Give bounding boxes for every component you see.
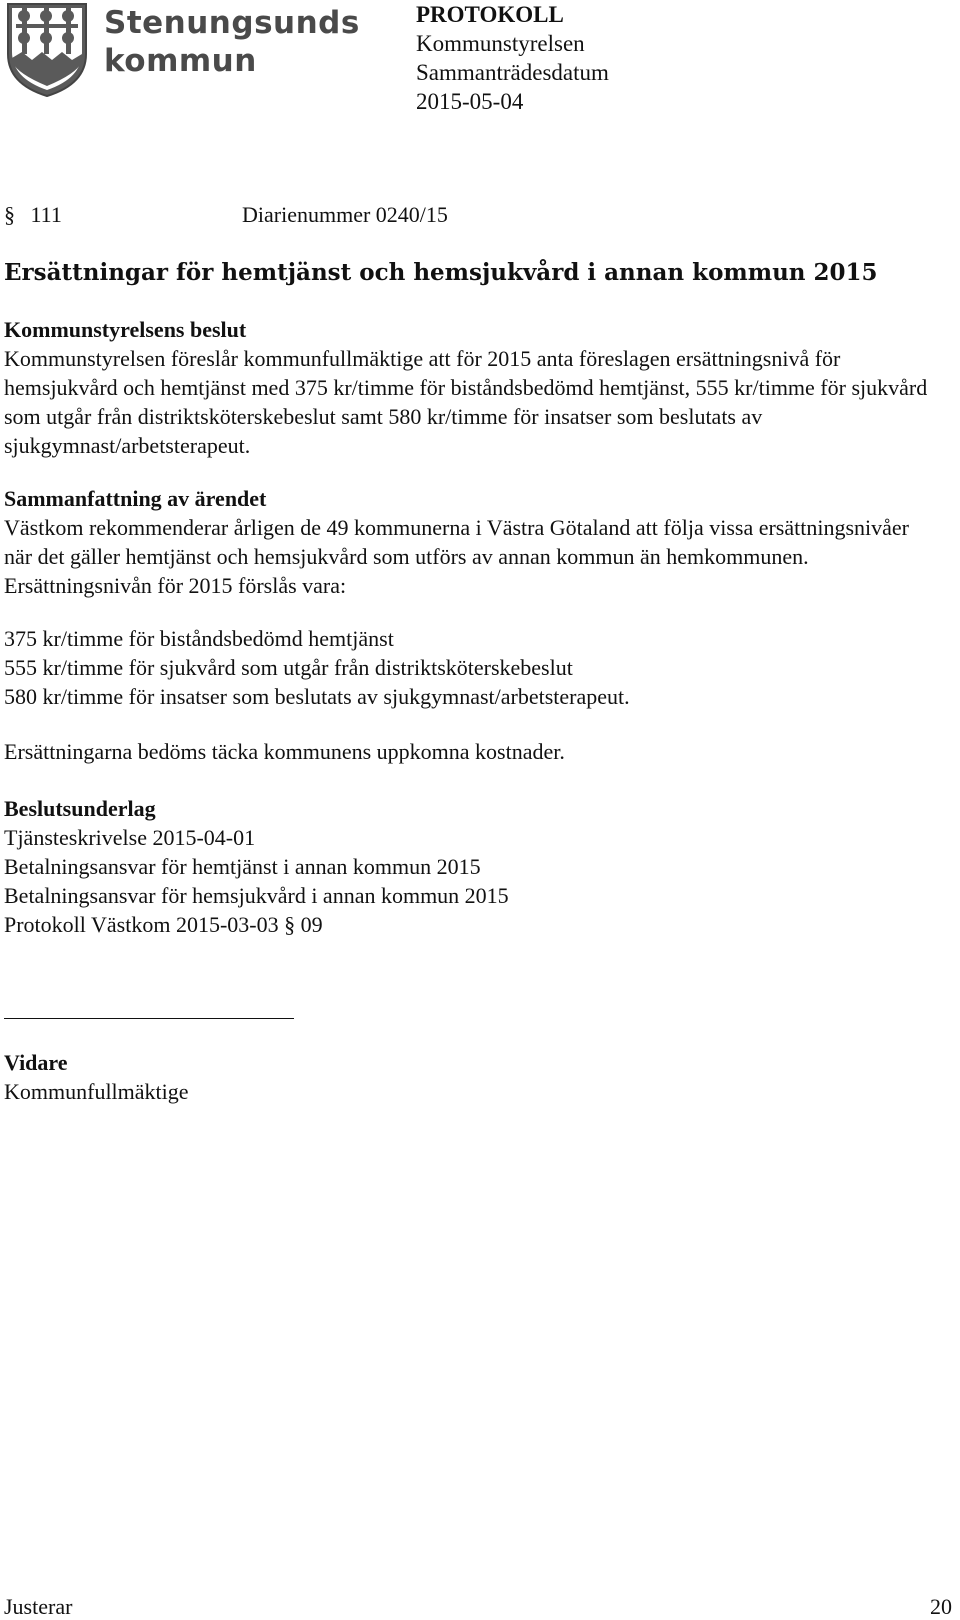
protocol-header xyxy=(416,0,609,116)
summary-section xyxy=(4,484,954,600)
diary-number: Diarienummer 0240/15 xyxy=(242,202,448,227)
basis-item: Protokoll Västkom 2015-03-03 § 09 xyxy=(4,912,323,937)
summary-text: Västkom rekommenderar årligen de 49 kommunerna i Västra Götaland att följa vissa ersättningsnivåer när det gäller hemtjänst och hemsjukvård som utförs av annan kommun än hemkommunen. Ersättningsnivån för 2015 förslås vara: xyxy=(4,515,909,598)
summary-heading: Sammanfattning av ärendet xyxy=(4,486,267,511)
decision-text: Kommunstyrelsen föreslår kommunfullmäktige att för 2015 anta föreslagen ersättningsnivå för hemsjukvård och hemtjänst med 375 kr/timme för biståndsbedömd hemtjänst, 555 kr/timme för sjukvård som utgår från distriktsköterskebeslut samt 580 kr/timme för insatser som beslutats av sjukgymnast/arbetsterapeut. xyxy=(4,346,928,458)
rate-item: 580 kr/timme för insatser som beslutats av sjukgymnast/arbetsterapeut. xyxy=(4,684,630,709)
basis-item: Betalningsansvar för hemsjukvård i annan kommun 2015 xyxy=(4,883,509,908)
forward-section xyxy=(4,1048,954,1106)
municipality-name-line1: Stenungsunds xyxy=(104,5,360,41)
decision-section xyxy=(4,315,954,460)
summary-conclusion: Ersättningarna bedöms täcka kommunens uppkomna kostnader. xyxy=(4,739,565,764)
basis-heading: Beslutsunderlag xyxy=(4,796,156,821)
committee-name: Kommunstyrelsen xyxy=(416,31,585,56)
basis-item: Tjänsteskrivelse 2015-04-01 xyxy=(4,825,256,850)
forward-heading: Vidare xyxy=(4,1050,68,1075)
basis-item: Betalningsansvar för hemtjänst i annan kommun 2015 xyxy=(4,854,481,879)
basis-section xyxy=(4,794,954,939)
signature-line xyxy=(4,1018,294,1019)
meeting-date: 2015-05-04 xyxy=(416,89,524,114)
municipality-name xyxy=(104,4,360,80)
protocol-title: PROTOKOLL xyxy=(416,2,564,27)
document-title: Ersättningar för hemtjänst och hemsjukvård i annan kommun 2015 xyxy=(4,259,878,286)
municipality-crest-icon xyxy=(6,2,88,98)
paragraph-sign: § xyxy=(4,202,15,227)
rate-item: 375 kr/timme för biståndsbedömd hemtjänst xyxy=(4,626,394,651)
section-number-value: 111 xyxy=(30,202,62,227)
forward-recipient: Kommunfullmäktige xyxy=(4,1079,189,1104)
rates-list xyxy=(4,624,954,711)
municipality-name-line2: kommun xyxy=(104,43,257,79)
section-number xyxy=(4,200,62,229)
meeting-date-label: Sammanträdesdatum xyxy=(416,60,609,85)
decision-heading: Kommunstyrelsens beslut xyxy=(4,317,247,342)
municipality-crest xyxy=(6,2,88,98)
page-number: 20 xyxy=(930,1594,952,1619)
footer-justerar: Justerar xyxy=(4,1594,73,1619)
rate-item: 555 kr/timme för sjukvård som utgår från distriktsköterskebeslut xyxy=(4,655,573,680)
